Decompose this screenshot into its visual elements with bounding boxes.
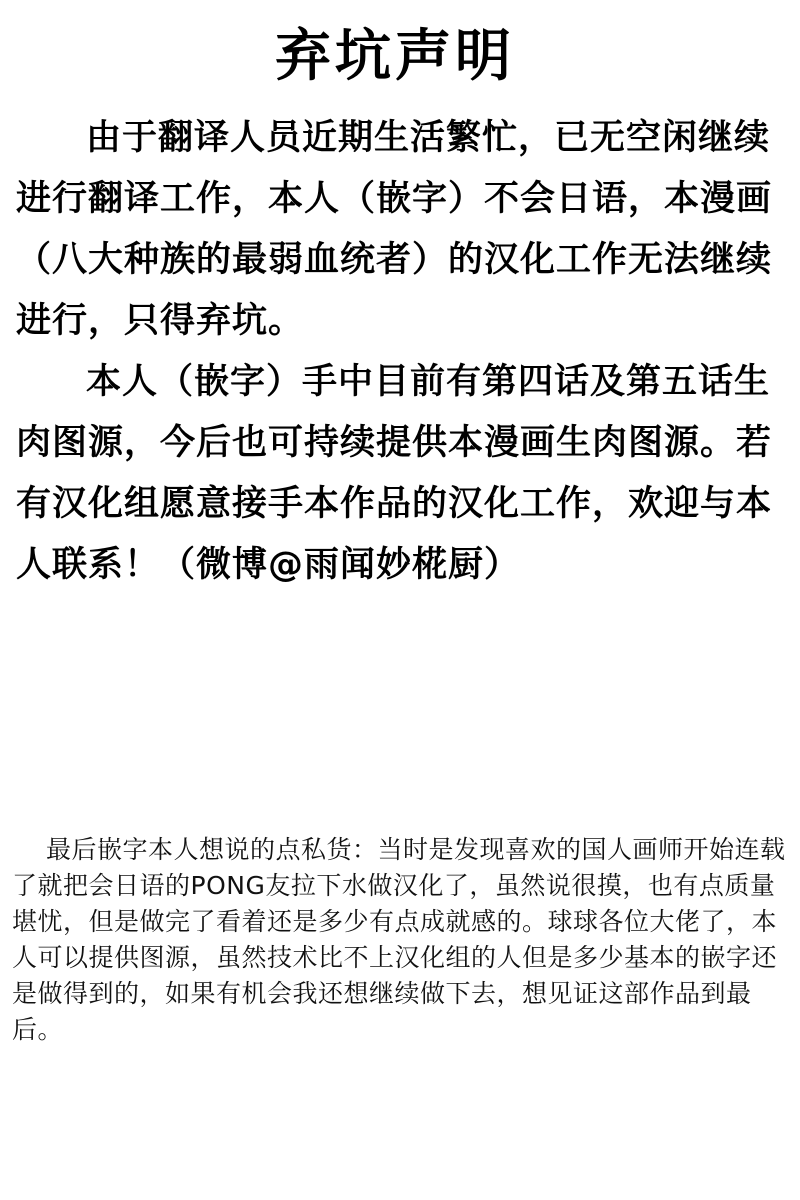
- announcement-paragraph: 由于翻译人员近期生活繁忙，已无空闲继续进行翻译工作，本人（嵌字）不会日语，本漫画（八大种族的最弱血统者）的汉化工作无法继续进行，只得弃坑。: [16, 118, 773, 341]
- personal-note: [12, 832, 792, 1048]
- page-title: 弃坑声明: [275, 24, 515, 89]
- announcement-body: [16, 108, 794, 596]
- announcement-paragraph: 本人（嵌字）手中目前有第四话及第五话生肉图源，今后也可持续提供本漫画生肉图源。若有汉化组愿意接手本作品的汉化工作，欢迎与本人联系！（微博@雨闻妙椛厨）: [16, 362, 773, 585]
- personal-note-text: 最后嵌字本人想说的点私货：当时是发现喜欢的国人画师开始连载了就把会日语的PONG友拉下水做汉化了，虽然说很摸，也有点质量堪忧，但是做完了看着还是多少有点成就感的。球球各位大佬了，本人可以提供图源，虽然技术比不上汉化组的人但是多少基本的嵌字还是做得到的，如果有机会我还想继续做下去，想见证这部作品到最后。: [12, 835, 786, 1044]
